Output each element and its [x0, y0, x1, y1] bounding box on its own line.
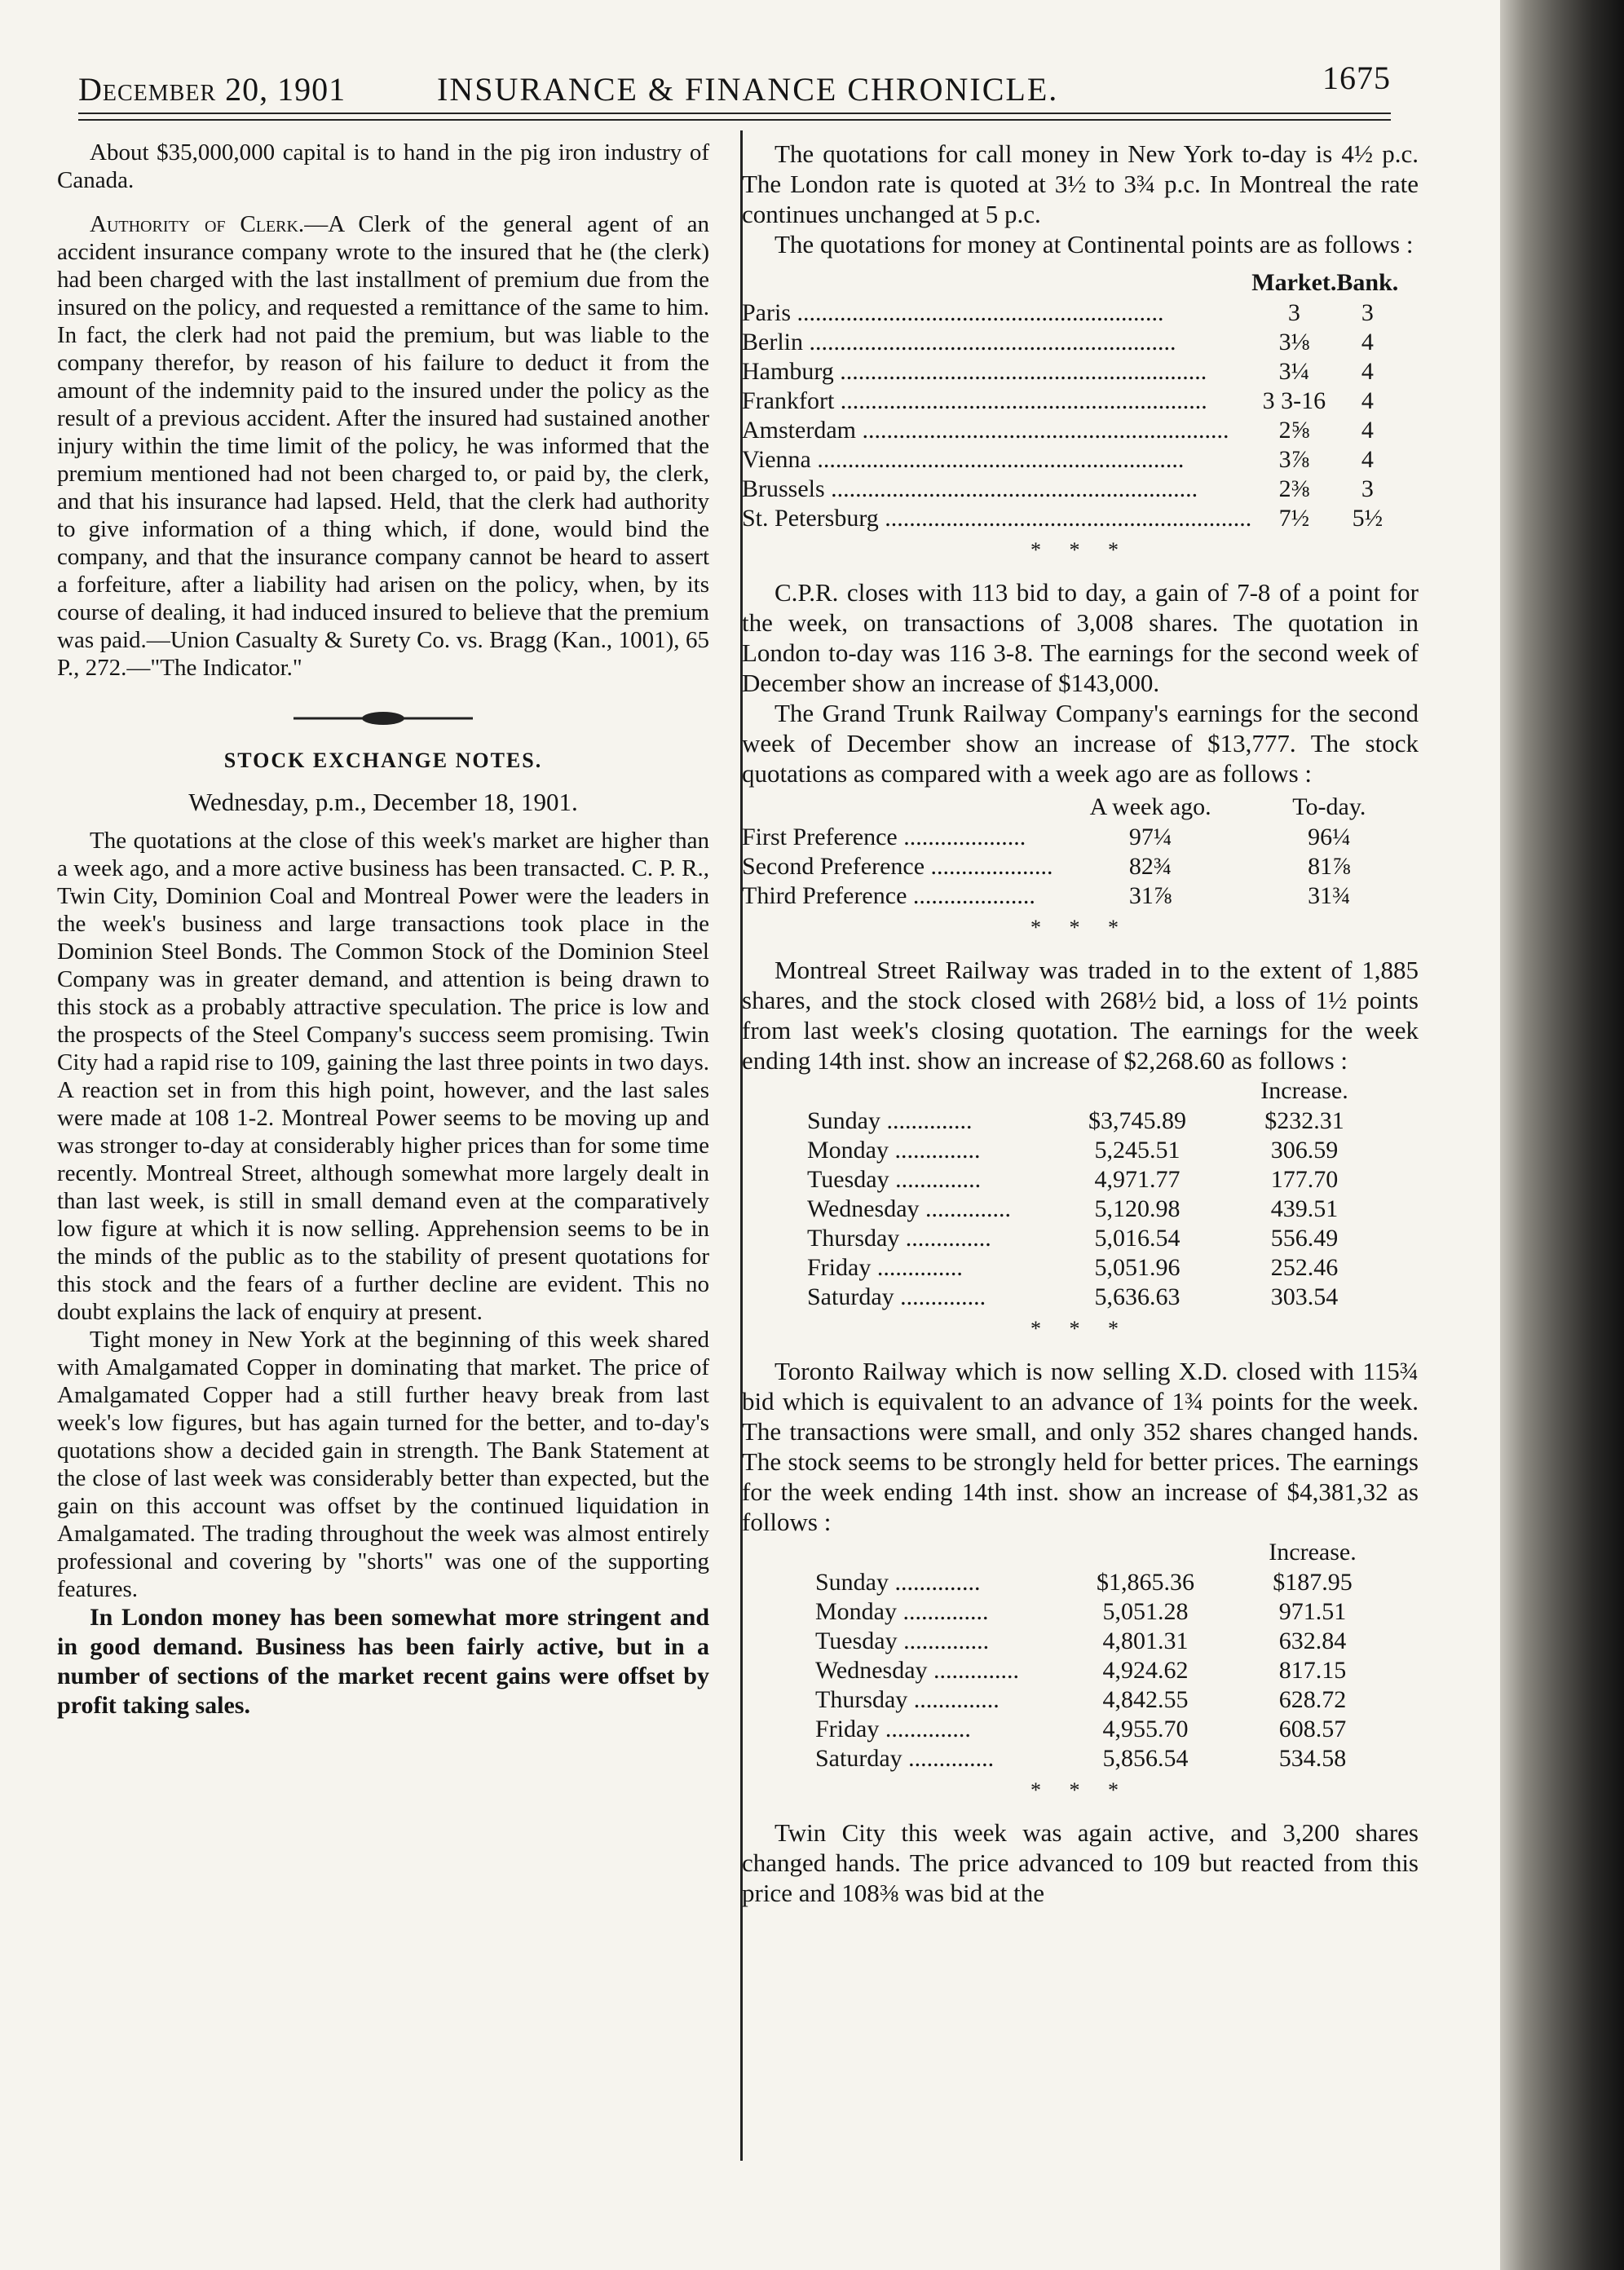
montreal-earning-amount-cell: 4,971.77	[1094, 1166, 1180, 1193]
money-rate-market-cell: 3⅛	[1278, 329, 1310, 356]
toronto-earning-day-cell: Friday ..............	[815, 1716, 971, 1742]
montreal-earning-increase-cell: 439.51	[1270, 1195, 1339, 1222]
money-rate-city-cell: Amsterdam ............................................................	[742, 417, 1229, 444]
money-rate-market-cell: 7½	[1278, 505, 1310, 532]
section-stars: * * *	[1030, 538, 1130, 562]
money-rate-bank-cell: 3	[1361, 299, 1374, 326]
call-money-paragraph: The quotations for call money in New York to-day is 4½ p.c. The London rate is quoted at 3½ to 3¾ p.c. In Montreal the rate continues unchanged at 5 p.c.	[742, 139, 1419, 228]
toronto-earning-amount-cell: 5,051.28	[1102, 1598, 1189, 1625]
gtr-quote-row	[742, 881, 1410, 911]
montreal-earning-day-cell: Thursday ..............	[807, 1225, 991, 1252]
gtr-quote-row	[742, 823, 1410, 852]
continental-paragraph: The quotations for money at Continental points are as follows :	[774, 230, 1414, 258]
header-rule	[78, 113, 1391, 114]
market-paragraph-2: Tight money in New York at the beginning of this week shared with Amalgamated Copper in dominating that market. The price of Amalgamated Copper had a still further heavy break from last week's low figures, but has again turned for the better, and to-day's quotations show a decided gain in strength. The Bank Statement at the close of last week was considerably better than expected, but the gain on this account was offset by the continued liquidation in Amalgamated. The trading throughout the week was almost entirely professional and covering by "shorts" was one of the supporting features.	[57, 1327, 709, 1602]
toronto-earning-row	[815, 1568, 1386, 1597]
money-rate-bank-cell: 3	[1361, 475, 1374, 502]
money-rate-row	[742, 416, 1398, 445]
toronto-earning-amount-cell: 5,856.54	[1102, 1745, 1189, 1772]
toronto-earning-increase-cell: 971.51	[1278, 1598, 1347, 1625]
header-title: INSURANCE & FINANCE CHRONICLE.	[437, 71, 1059, 108]
money-rate-city-cell: Vienna ............................................................	[742, 446, 1185, 473]
money-rate-city-cell: Brussels ............................................................	[742, 475, 1198, 502]
toronto-earning-row	[815, 1685, 1386, 1715]
ornament-divider	[57, 703, 709, 734]
montreal-earnings-table	[807, 1075, 1378, 1312]
page-number: 1675	[1322, 60, 1391, 96]
montreal-earning-increase-cell: 252.46	[1270, 1254, 1339, 1281]
toronto-earnings-table	[815, 1537, 1386, 1773]
toronto-earning-row	[815, 1744, 1386, 1773]
money-rate-row	[742, 357, 1398, 386]
market-paragraph-3: In London money has been somewhat more stringent and in good demand. Business has been fairly active, but in a number of sections of the market recent gains were offset by profit taking sales.	[57, 1604, 709, 1719]
montreal-earning-row	[807, 1224, 1378, 1253]
gtr-quote-week_ago-cell: 31⅞	[1128, 882, 1172, 909]
header-date: December 20, 1901	[78, 71, 346, 108]
toronto-earning-row	[815, 1715, 1386, 1744]
toronto-earning-day-cell: Monday ..............	[815, 1598, 989, 1625]
right-column	[742, 139, 1419, 1908]
authority-heading: Authority of Clerk.	[90, 211, 305, 237]
gtr-quote-label-cell: First Preference ....................	[742, 824, 1026, 850]
header-rule-2	[78, 119, 1391, 121]
toronto-earning-day-cell: Tuesday ..............	[815, 1627, 990, 1654]
toronto-earning-amount-cell: 4,924.62	[1102, 1657, 1189, 1684]
toronto-earning-increase-cell: 534.58	[1278, 1745, 1347, 1772]
col-market-header: Market.	[1251, 269, 1337, 296]
toronto-increase-header: Increase.	[1269, 1539, 1357, 1566]
money-rate-city-cell: Paris ............................................................	[742, 299, 1164, 326]
toronto-earning-increase-cell: 608.57	[1278, 1716, 1347, 1742]
money-rate-city-cell: St. Petersburg ............................................................	[742, 505, 1252, 532]
authority-text: —A Clerk of the general agent of an accident insurance company wrote to the insured that he (the clerk) had been charged with the last installment of premium due from the insured on the policy, and requested a remittance of the same to him. In fact, the clerk had not paid the premium, but was liable to the company therefor, by reason of his failure to deduct it from the amount of the indemnity paid to the insured under the policy as the result of a previous accident. After the insured had sustained another injury within the time limit of the policy, he was informed that the premium mentioned had not been charged to, or paid by, the clerk, and that his insurance had lapsed. Held, that the clerk had authority to give information of a thing which, if done, would bind the company, and that the insurance company cannot be heard to assert a forfeiture, after a liability had arisen on the policy, when, by its course of dealing, it had induced insured to believe that the premium was paid.—Union Casualty & Surety Co. vs. Bragg (Kan., 1001), 65 P., 272.—"The Indicator."	[57, 211, 709, 681]
col-week-ago-header: A week ago.	[1089, 793, 1211, 820]
montreal-earning-day-cell: Friday ..............	[807, 1254, 963, 1281]
ornament-rule-icon	[293, 710, 473, 726]
montreal-earning-row	[807, 1253, 1378, 1283]
page-header	[78, 60, 1391, 114]
toronto-earning-amount-cell: $1,865.36	[1097, 1569, 1194, 1596]
toronto-earning-increase-cell: 628.72	[1278, 1686, 1347, 1713]
gtr-quote-label-cell: Second Preference ....................	[742, 853, 1053, 880]
toronto-earning-increase-cell: 817.15	[1278, 1657, 1347, 1684]
montreal-earning-amount-cell: 5,636.63	[1094, 1283, 1180, 1310]
money-rate-row	[742, 445, 1398, 475]
gtr-quote-week_ago-cell: 82¾	[1128, 853, 1172, 880]
toronto-earning-amount-cell: 4,955.70	[1102, 1716, 1189, 1742]
montreal-earning-amount-cell: 5,245.51	[1094, 1137, 1180, 1164]
money-rate-market-cell: 3⅞	[1278, 446, 1310, 473]
money-rates-table	[742, 267, 1398, 533]
money-rate-city-cell: Berlin ............................................................	[742, 329, 1176, 356]
montreal-increase-header: Increase.	[1260, 1077, 1348, 1104]
money-rate-bank-cell: 4	[1361, 358, 1374, 385]
money-rate-market-cell: 2⅝	[1278, 417, 1310, 444]
montreal-earning-row	[807, 1283, 1378, 1312]
left-column	[57, 139, 709, 1720]
money-rate-market-cell: 3 3-16	[1262, 387, 1326, 414]
authority-paragraph	[57, 210, 709, 682]
montreal-earning-increase-cell: 303.54	[1270, 1283, 1339, 1310]
gtr-quotes-table	[742, 792, 1410, 911]
col-bank-header: Bank.	[1336, 269, 1399, 296]
montreal-earning-day-cell: Tuesday ..............	[807, 1166, 982, 1193]
toronto-earning-day-cell: Sunday ..............	[815, 1569, 981, 1596]
toronto-earning-increase-cell: $187.95	[1273, 1569, 1353, 1596]
money-rate-city-cell: Hamburg ............................................................	[742, 358, 1207, 385]
money-rate-market-cell: 2⅜	[1278, 475, 1310, 502]
money-rate-row	[742, 328, 1398, 357]
toronto-earning-amount-cell: 4,842.55	[1102, 1686, 1189, 1713]
money-rate-row	[742, 386, 1398, 416]
montreal-earning-increase-cell: 556.49	[1270, 1225, 1339, 1252]
gtr-quote-week_ago-cell: 97¼	[1128, 824, 1172, 850]
montreal-earning-row	[807, 1165, 1378, 1195]
montreal-earning-amount-cell: 5,016.54	[1094, 1225, 1180, 1252]
gtr-quote-today-cell: 31¾	[1308, 882, 1351, 909]
section-stars-4: * * *	[1030, 1778, 1130, 1802]
twin-city-paragraph: Twin City this week was again active, and 3,200 shares changed hands. The price advanced to 109 but reacted from this price and 108⅜ was bid at the	[742, 1818, 1419, 1907]
gtr-quote-today-cell: 96¼	[1308, 824, 1351, 850]
page-edge	[1500, 0, 1624, 2270]
toronto-earning-row	[815, 1627, 1386, 1656]
montreal-earning-increase-cell: $232.31	[1264, 1107, 1344, 1134]
toronto-earning-increase-cell: 632.84	[1278, 1627, 1347, 1654]
montreal-earning-day-cell: Sunday ..............	[807, 1107, 973, 1134]
montreal-earning-amount-cell: 5,120.98	[1094, 1195, 1180, 1222]
money-rate-bank-cell: 4	[1361, 417, 1374, 444]
montreal-earning-amount-cell: 5,051.96	[1094, 1254, 1180, 1281]
money-rate-bank-cell: 4	[1361, 387, 1374, 414]
toronto-paragraph: Toronto Railway which is now selling X.D. closed with 115¾ bid which is equivalent to an advance of 1¾ points for the week. The transactions were small, and only 352 shares changed hands. The stock seems to be strongly held for better prices. The earnings for the week ending 14th inst. show an increase of $4,381,32 as follows :	[742, 1357, 1419, 1536]
money-rate-bank-cell: 5½	[1352, 505, 1383, 532]
pig-iron-paragraph: About $35,000,000 capital is to hand in the pig iron industry of Canada.	[57, 139, 709, 193]
toronto-earning-row	[815, 1597, 1386, 1627]
money-rate-market-cell: 3	[1287, 299, 1300, 326]
toronto-earning-day-cell: Wednesday ..............	[815, 1657, 1020, 1684]
col-today-header: To-day.	[1292, 793, 1366, 820]
toronto-earning-row	[815, 1656, 1386, 1685]
money-rate-bank-cell: 4	[1361, 329, 1374, 356]
market-paragraph-1: The quotations at the close of this week's market are higher than a week ago, and a more active business has been transacted. C. P. R., Twin City, Dominion Coal and Montreal Power were the leaders in the week's business and large transactions took place in the Dominion Steel Bonds. The Common Stock of the Dominion Steel Company was in greater demand, and attention is being drawn to this stock as a probably attractive speculation. The price is low and the prospects of the Steel Company's success seem promising. Twin City had a rapid rise to 109, gaining the last three points in two days. A reaction set in from this high point, however, and the last sales were made at 108 1-2. Montreal Power seems to be moving up and was stronger to-day at considerably higher prices than for some time recently. Montreal Street, although somewhat more largely dealt in than last week, is still in small demand even at the comparatively low figure at which it is now selling. Apprehension seems to be in the minds of the public as to the stability of present quotations for this stock and the fears of a further decline are evident. This no doubt explains the lack of enquiry at present.	[57, 828, 709, 1325]
toronto-earning-day-cell: Saturday ..............	[815, 1745, 995, 1772]
toronto-earning-day-cell: Thursday ..............	[815, 1686, 1000, 1713]
section-stars-3: * * *	[1030, 1317, 1130, 1340]
gtr-quote-row	[742, 852, 1410, 881]
section-title: STOCK EXCHANGE NOTES.	[223, 749, 543, 772]
montreal-earning-row	[807, 1106, 1378, 1136]
montreal-earning-increase-cell: 177.70	[1270, 1166, 1339, 1193]
money-rate-city-cell: Frankfort ............................................................	[742, 387, 1207, 414]
section-stars-2: * * *	[1030, 916, 1130, 939]
money-rate-bank-cell: 4	[1361, 446, 1374, 473]
gtr-quote-label-cell: Third Preference ....................	[742, 882, 1035, 909]
money-rate-row	[742, 298, 1398, 328]
cpr-paragraph: C.P.R. closes with 113 bid to day, a gain of 7-8 of a point for the week, on transactions of 3,008 shares. The quotation in London to-day was 116 3-8. The earnings for the second week of December show an increase of $143,000.	[742, 578, 1419, 697]
gtr-paragraph: The Grand Trunk Railway Company's earnings for the second week of December show an increase of $13,777. The stock quotations as compared with a week ago are as follows :	[742, 699, 1419, 788]
gtr-quote-today-cell: 81⅞	[1308, 853, 1351, 880]
money-rate-row	[742, 504, 1398, 533]
montreal-earning-day-cell: Monday ..............	[807, 1137, 981, 1164]
montreal-earning-row	[807, 1195, 1378, 1224]
money-rate-row	[742, 475, 1398, 504]
montreal-earning-increase-cell: 306.59	[1270, 1137, 1339, 1164]
montreal-earning-day-cell: Wednesday ..............	[807, 1195, 1012, 1222]
dateline: Wednesday, p.m., December 18, 1901.	[188, 788, 578, 816]
toronto-earning-amount-cell: 4,801.31	[1102, 1627, 1189, 1654]
money-rate-market-cell: 3¼	[1278, 358, 1310, 385]
montreal-earning-day-cell: Saturday ..............	[807, 1283, 986, 1310]
montreal-earning-amount-cell: $3,745.89	[1088, 1107, 1186, 1134]
montreal-earning-row	[807, 1136, 1378, 1165]
montreal-paragraph: Montreal Street Railway was traded in to the extent of 1,885 shares, and the stock closed with 268½ bid, a loss of 1½ points from last week's closing quotation. The earnings for the week ending 14th inst. show an increase of $2,268.60 as follows :	[742, 956, 1419, 1075]
